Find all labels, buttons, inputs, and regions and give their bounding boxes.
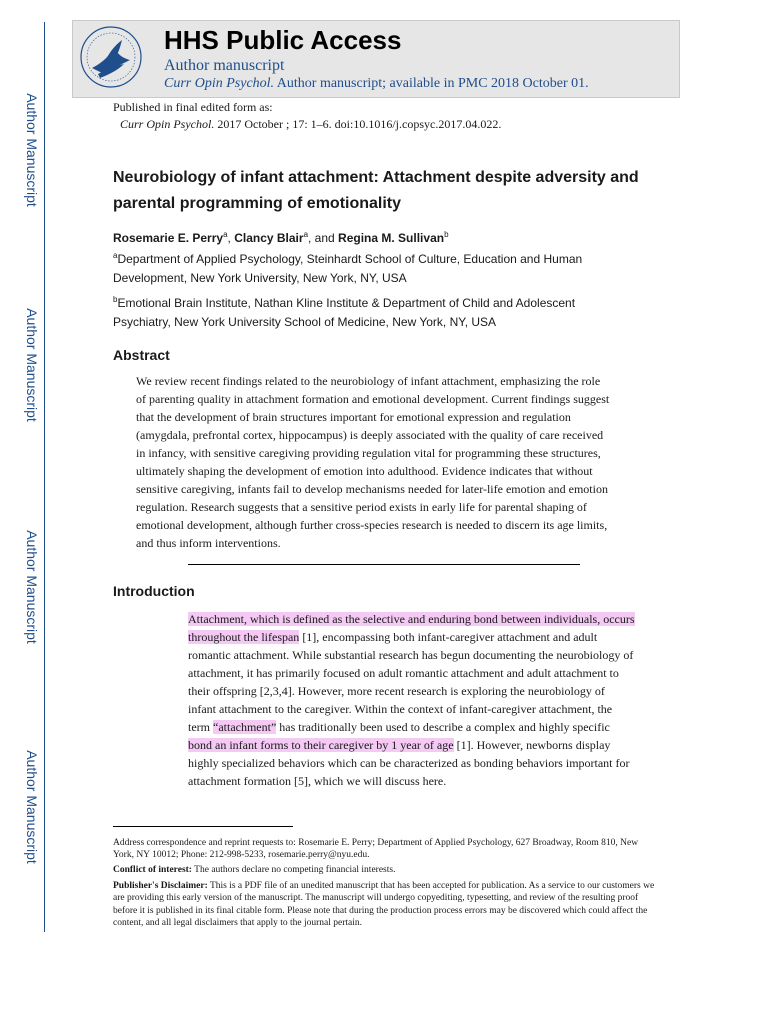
hhs-public-access-title: HHS Public Access: [164, 25, 402, 55]
footnote-disclaimer: [113, 880, 658, 930]
intro-line: [188, 754, 658, 772]
author-separator: ,: [227, 231, 235, 245]
author-name: Clancy Blair: [234, 231, 304, 245]
abstract-line: and thus inform interventions.: [136, 536, 281, 550]
abstract-divider: [188, 564, 580, 565]
intro-line: [188, 736, 658, 754]
footnote-divider: [113, 826, 293, 827]
intro-line: [188, 646, 658, 664]
introduction-body: [188, 610, 658, 790]
abstract-line: We review recent findings related to the neurobiology of infant attachment, emphasizing the role: [136, 374, 601, 388]
intro-line: [188, 700, 658, 718]
author-affil-marker: a: [303, 230, 309, 239]
author-list: [113, 231, 449, 245]
intro-text: attachment, it has primarily focused on adult romantic attachment and adult attachment to: [188, 666, 619, 680]
sidebar-label-2: Author Manuscript: [24, 308, 40, 422]
affil-marker: b: [113, 295, 118, 304]
abstract-line: sensitive caregiving, infants fail to develop mechanisms needed for later-life emotion and emotion: [136, 482, 608, 496]
journal-availability: [164, 76, 589, 92]
intro-text: attachment formation [5], which we will discuss here.: [188, 774, 447, 788]
intro-line: [188, 772, 658, 790]
author-name: Rosemarie E. Perry: [113, 231, 224, 245]
abstract-line: that the development of brain structures important for emotional expression and regulation: [136, 410, 571, 424]
affil-text: Department of Applied Psychology, Steinhardt School of Culture, Education and Human: [117, 252, 583, 266]
author-name: Regina M. Sullivan: [338, 231, 445, 245]
intro-line: [188, 682, 658, 700]
abstract-line: of parenting quality in attachment formation and emotional development. Current findings suggest: [136, 392, 610, 406]
affiliation-b: [113, 294, 673, 332]
availability-text: Author manuscript; available in PMC 2018 October 01.: [274, 76, 589, 91]
author-affil-marker: b: [444, 230, 449, 239]
conflict-label: Conflict of interest:: [113, 865, 192, 875]
abstract-body: [136, 372, 631, 552]
affil-text: Emotional Brain Institute, Nathan Kline Institute & Department of Child and Adolescent: [117, 296, 576, 310]
affil-text: Development, New York University, New York, NY, USA: [113, 271, 407, 285]
intro-line: [188, 664, 658, 682]
intro-line: [188, 718, 658, 736]
intro-text: infant attachment to the caregiver. Within the context of infant-caregiver attachment, the: [188, 702, 613, 716]
hhs-eagle-seal-icon: [78, 24, 144, 90]
citation-journal: Curr Opin Psychol.: [120, 117, 215, 131]
sidebar-rule: [44, 22, 45, 932]
intro-text: [1], encompassing both infant-caregiver attachment and adult: [299, 630, 598, 644]
abstract-line: emotional development, although further cross-species research is needed to discern its age limits,: [136, 518, 608, 532]
intro-text: romantic attachment. While substantial research has begun documenting the neurobiology of: [188, 648, 634, 662]
author-affil-marker: a: [223, 230, 228, 239]
intro-text: term: [188, 720, 213, 734]
highlighted-text: Attachment, which is defined as the selective and enduring bond between individuals, occurs: [188, 612, 635, 626]
sidebar-label-3: Author Manuscript: [24, 530, 40, 644]
introduction-heading: Introduction: [113, 583, 195, 599]
affiliation-a: [113, 250, 673, 288]
abstract-line: (amygdala, prefrontal cortex, hippocampus) is deeply associated with the quality of care received: [136, 428, 604, 442]
intro-text: has traditionally been used to describe a complex and highly specific: [276, 720, 610, 734]
citation-line: [120, 117, 501, 132]
citation-details: 2017 October ; 17: 1–6. doi:10.1016/j.copsyc.2017.04.022.: [214, 117, 502, 131]
affil-marker: a: [113, 251, 118, 260]
highlighted-text: throughout the lifespan: [188, 630, 300, 644]
published-in-label: Published in final edited form as:: [113, 100, 273, 114]
footnote-conflict: [113, 864, 658, 876]
intro-line: [188, 628, 658, 646]
journal-name: Curr Opin Psychol.: [164, 76, 275, 91]
disclaimer-text: This is a PDF file of an unedited manuscript that has been accepted for publication. As a service to our customers we are providing this early version of the manuscript. The manuscript will undergo copyediting, typesetting, and review of the resulting proof before it is published in its final citable form. Please note that during the production process errors may be discovered which could affect the content, and all legal disclaimers that apply to the journal pertain.: [113, 881, 655, 929]
footnote-address: Address correspondence and reprint requests to: Rosemarie E. Perry; Department of Applied Psychology, 627 Broadway, Room 810, New York, NY 10012; Phone: 212-998-5233, rosemarie.perry@nyu.edu.: [113, 838, 639, 861]
sidebar-label-4: Author Manuscript: [24, 750, 40, 864]
abstract-line: regulation. Research suggests that a sensitive period exists in early life for parental shaping of: [136, 500, 587, 514]
intro-line: [188, 610, 658, 628]
author-manuscript-label: Author manuscript: [164, 57, 285, 74]
highlighted-text: “attachment”: [213, 720, 277, 734]
disclaimer-label: Publisher's Disclaimer:: [113, 881, 208, 891]
intro-text: their offspring [2,3,4]. However, more recent research is exploring the neurobiology of: [188, 684, 605, 698]
highlighted-text: bond an infant forms to their caregiver by 1 year of age: [188, 738, 454, 752]
abstract-heading: Abstract: [113, 347, 170, 363]
sidebar-label-1: Author Manuscript: [24, 93, 40, 207]
affil-text: Psychiatry, New York University School of Medicine, New York, NY, USA: [113, 315, 497, 329]
author-separator: , and: [308, 231, 339, 245]
abstract-line: in infancy, with sensitive caregiving providing regulation vital for programming these structures,: [136, 446, 601, 460]
conflict-text: The authors declare no competing financial interests.: [191, 865, 396, 875]
intro-text: [1]. However, newborns display: [453, 738, 611, 752]
paper-title: Neurobiology of infant attachment: Attachment despite adversity and parental programming of emotionality: [113, 169, 639, 212]
intro-text: highly specialized behaviors which can be characterized as bonding behaviors important for: [188, 756, 630, 770]
abstract-line: ultimately shaping the development of emotion into adulthood. Evidence indicates that without: [136, 464, 593, 478]
